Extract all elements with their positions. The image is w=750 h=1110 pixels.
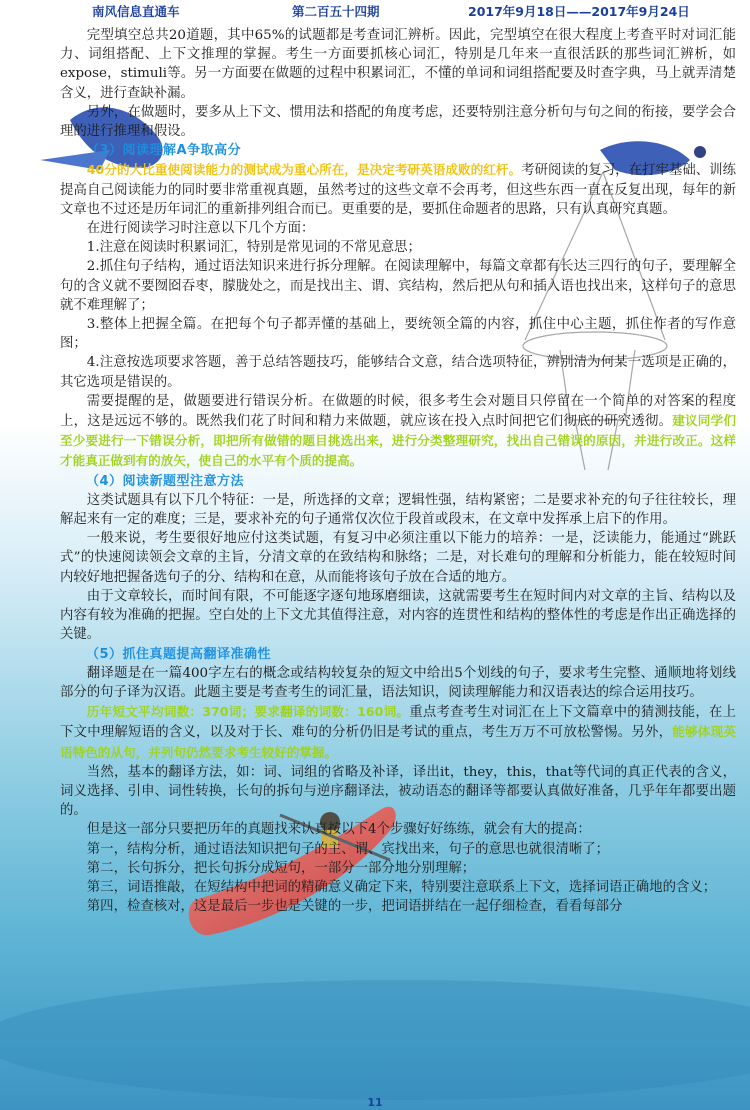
paragraph: 但是这一部分只要把历年的真题找来认真按以下4个步骤好好练练，就会有大的提高：	[86, 822, 591, 838]
list-item: 3.整体上把握全篇。在把每个句子都弄懂的基础上，要统领全篇的内容，抓住中心主题，抓住作者的写作意图；	[60, 317, 736, 352]
list-item: 第三，词语推敲，在短结构中把词的精确意义确定下来，特别要注意联系上下文，选择词语正确地的含义；	[86, 879, 717, 895]
highlight-text: 历年短文平均词数：370词；要求翻译的词数：160词。	[86, 704, 410, 720]
issue-number: 第二百五十四期	[292, 4, 380, 19]
page-header	[0, 2, 750, 20]
paragraph: 由于文章较长，而时间有限，不可能逐字逐句地琢磨细读，这就需要考生在短时间内对文章的主旨、结构以及内容有较为准确的把握。空白处的上下文尤其值得注意，对内容的连贯性和结构的整体性的考虑是作出正确选择的关键。	[60, 588, 736, 643]
paragraph-text: 需要提醒的是，做题要进行错误分析。在做题的时候，很多考生会对题目只停留在一个简单的对答案的程度上，这是远远不够的。既然我们花了时间和精力来做题，就应该在投入点时间把它们彻底的研究透彻。	[60, 393, 736, 430]
issue-dates: 2017年9月18日——2017年9月24日	[468, 4, 690, 19]
paragraph: 翻译题是在一篇400字左右的概念或结构较复杂的短文中给出5个划线的句子，要求考生完整、通顺地将划线部分的句子译为汉语。此题主要是考查考生的词汇量，语法知识，阅读理解能力和汉语表达的综合运用技巧。	[60, 665, 736, 700]
newsletter-title: 南风信息直通车	[92, 4, 180, 19]
paragraph-text: 考研阅读的复习，在打牢基础、训练提高自己阅读能力的同时要非常重视真题，虽然考过的这些文章不会再考，但这些东西一直在反复出现，每年的新文章也不过还是历年词汇的重新排列组合而已。更重要的是，要抓住命题者的思路，只有认真研究真题。	[60, 163, 736, 217]
list-item: 第四，检查核对，这是最后一步也是关键的一步，把词语拼结在一起仔细检查，看看每部分	[86, 899, 623, 915]
paragraph	[60, 160, 736, 219]
paragraph	[60, 702, 736, 763]
paragraph: 另外，在做题时，要多从上下文、惯用法和搭配的角度考虑，还要特别注意分析句与句之间的衔接，要学会合理的进行推理和假设。	[60, 104, 736, 140]
list-item: 1.注意在阅读时积累词汇，特别是常见词的不常见意思；	[86, 240, 421, 256]
list-item: 4.注意按选项要求答题，善于总结答题技巧，能够结合文意，结合选项特征，辨别清为何某一选项是正确的，其它选项是错误的。	[60, 355, 736, 390]
section-heading-5: （5）抓住真题提高翻译准确性	[86, 646, 272, 662]
paragraph	[60, 392, 736, 472]
paragraph: 当然，基本的翻译方法，如：词、词组的省略及补译，译出it，they，this，that等代词的真正代表的含义，词义选择、引申、词性转换，长句的拆句与逆序翻译法，被动语态的翻译等都要认真做好准备，几乎年年都要出题的。	[60, 764, 736, 819]
highlight-text: 能够体现英语特色的从句，并列句仍然要求考生较好的掌握。	[60, 724, 737, 760]
highlight-text: 40分的大比重使阅读能力的测试成为重心所在，是决定考研英语成败的红杆。	[86, 162, 522, 178]
article-body	[60, 26, 736, 916]
section-heading-4: （4）阅读新题型注意方法	[86, 473, 245, 489]
paragraph-text: 重点考查考生对词汇在上下文篇章中的猜测技能，在上下文中理解短语的含义，以及对于长、难句的分析仍旧是考试的重点，考生万万不可放松警惕。另外，	[60, 705, 736, 741]
page-number: 11	[367, 1096, 383, 1109]
list-item: 第二，长句拆分，把长句拆分成短句，一部分一部分地分别理解；	[86, 860, 476, 876]
list-item: 第一，结构分析，通过语法知识把句子的主、谓、宾找出来，句子的意思也就很清晰了；	[86, 841, 610, 857]
paragraph: 一般来说，考生要很好地应付这类试题，有复习中必须注重以下能力的培养：一是，泛读能力，能通过“跳跃式”的快速阅读领会文章的主旨，分清文章的在致结构和脉络；二是，对长难句的理解和分析能力，能在较短时间内较好地把握备选句子的分、结构和在意，从而能将该句子放在合适的地方。	[60, 531, 736, 585]
paragraph: 在进行阅读学习时注意以下几个方面：	[86, 221, 315, 237]
paragraph: 完型填空总共20道题，其中65%的试题都是考查词汇辨析。因此，完型填空在很大程度上考查平时对词汇能力、词组搭配、上下文推理的掌握。考生一方面要抓核心词汇，特别是几年来一直很活跃的那些词汇辨析，如expose，stimuli等。另一方面要在做题的过程中积累词汇，不懂的单词和词组搭配要及时查字典，马上就弄清楚含义，进行查缺补漏。	[60, 28, 736, 101]
list-item: 2.抓住句子结构，通过语法知识来进行拆分理解。在阅读理解中，每篇文章都有长达三四行的句子，要理解全句的含义就不要囫囵吞枣，朦胧处之，而是找出主、谓、宾结构，然后把从句和插入语也找出来，这样句子的意思就不难理解了；	[60, 259, 736, 313]
section-heading-3: （3）阅读理解A争取高分	[86, 143, 242, 159]
paragraph: 这类试题具有以下几个特征：一是，所选择的文章；逻辑性强，结构紧密；二是要求补充的句子往往较长，理解起来有一定的难度；三是，要求补充的句子通常仅次位于段首或段末，在文章中发挥承上启下的作用。	[60, 492, 736, 528]
highlight-text: 建议同学们至少要进行一下错误分析，即把所有做错的题目挑选出来，进行分类整理研究，找出自己错误的原因，并进行改正。这样才能真正做到有的放矢，使自己的水平有个质的提高。	[60, 413, 737, 469]
